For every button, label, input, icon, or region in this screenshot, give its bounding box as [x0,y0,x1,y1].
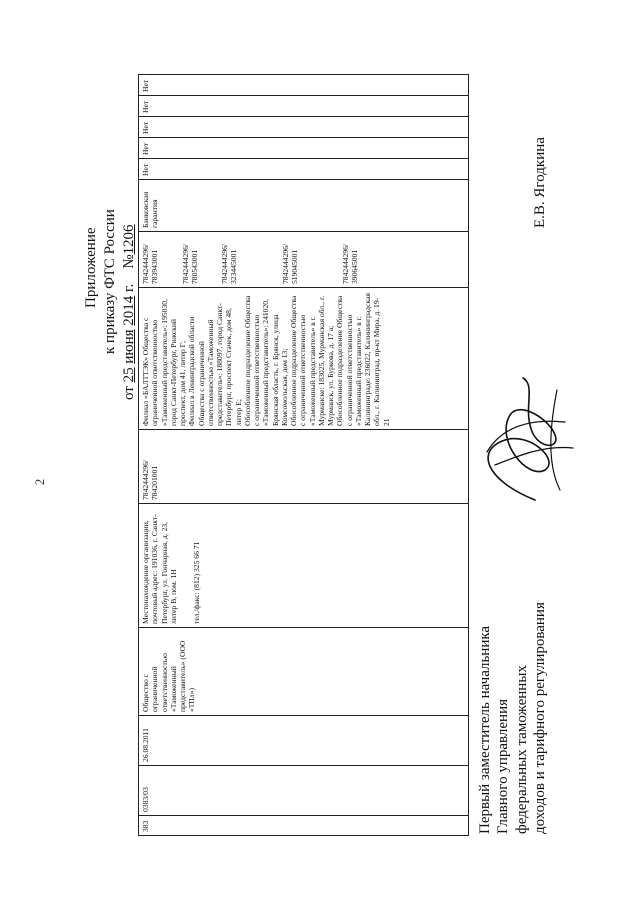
flag-cell: Нет [139,75,469,96]
flag-cell: Нет [139,96,469,117]
flag-cell: Нет [139,117,469,138]
branch-inn-kpp: 7842444296/ 783943001 [141,243,160,284]
date-year-suffix: г. [120,283,137,292]
date-day: 25 [120,367,137,383]
appendix-header [82,100,138,400]
row-number: 383 [139,816,469,836]
branch-item: Обособленное подразделение Общества с ограниченной ответственностью «Таможенный представитель»: 241020, Брянская область, г. Брянск, улица Комсомольская, дом 13; [242,295,289,426]
signatory-line: федеральных таможенных [513,665,530,834]
handwritten-signature [465,370,585,510]
flag-cell: Нет [139,159,469,180]
branch-inn-kpp-cell [139,232,469,288]
branch-item: Обособленное подразделение Общества с ограниченной ответственностью «Таможенный представитель» в г. Мурманске: 183025, Мурманская обл., г. Мурманск, ул. Буркова, д. 17 а; [289,295,335,426]
org-name: Общество с ограниченной ответственностью «Таможенный представитель» (ООО «ТПл») [139,628,469,716]
guarantee-type: Банковская гарантия [139,180,469,232]
branches-cell [139,288,469,430]
org-inn-kpp: 7842444296/ 784201001 [139,430,469,504]
date-month: июня [120,329,137,364]
branch-inn-kpp: 7842444296/ 519045001 [280,243,299,284]
document-page [70,70,630,840]
page-number: 2 [32,478,47,486]
flag-cell: Нет [139,138,469,159]
branch-inn-kpp: 7842444296/ 780543001 [180,243,199,284]
date-year: 2014 [120,295,137,326]
number-prefix: № [120,254,137,269]
signatory-title [476,544,549,834]
location-address: Местонахождение организации, почтовый адрес: 191036, г. Санкт-Петербург, ул. Гончарная, д. 23, литер В, пом. 1Н [141,514,178,624]
branch-item: Филиал «БАЛТТЭК» Общества с ограниченной ответственностью «Таможенный представитель»: 195030, город Санкт-Петербург, Рижский проспект, дом 41, литер Г; [141,299,187,426]
branch-inn-kpp: 7842444296/ 323445001 [220,243,239,284]
branch-item: Обособленное подразделение Общества с ограниченной ответственностью «Таможенный представитель» в г. Калининграде: 236022, Калининградская обл., г. Калининград, пр-кт Мира, д. 19-21 [335,293,391,426]
registry-table [138,74,469,836]
date-prefix: от [120,386,137,400]
row-code: 0383/03 [139,766,469,816]
signatory-line: доходов и тарифного регулирования [531,602,548,834]
location-phone: тел./факс: (812) 325 66 71 [192,541,201,624]
order-date-line [120,100,139,400]
signatory-name: Е.В. Ягодкина [532,137,548,228]
branch-item: Филиал в Ленинградской области Общества с ограниченной ответственностью «Таможенный представитель»: 188097, город Санкт-Петербург, проспект Стачек, дом 48, литер Е; [187,303,243,426]
signatory-line: Первый заместитель начальника [477,625,493,834]
table-row [139,75,469,836]
signatory-line: Главного управления [495,699,512,834]
branch-inn-kpp: 7842444296/ 390645001 [341,243,360,284]
appendix-to-order: к приказу ФТС России [101,209,118,354]
org-location [139,504,469,628]
order-number: 1206 [120,224,137,255]
appendix-title: Приложение [83,227,99,308]
row-date: 26.08.2011 [139,716,469,766]
